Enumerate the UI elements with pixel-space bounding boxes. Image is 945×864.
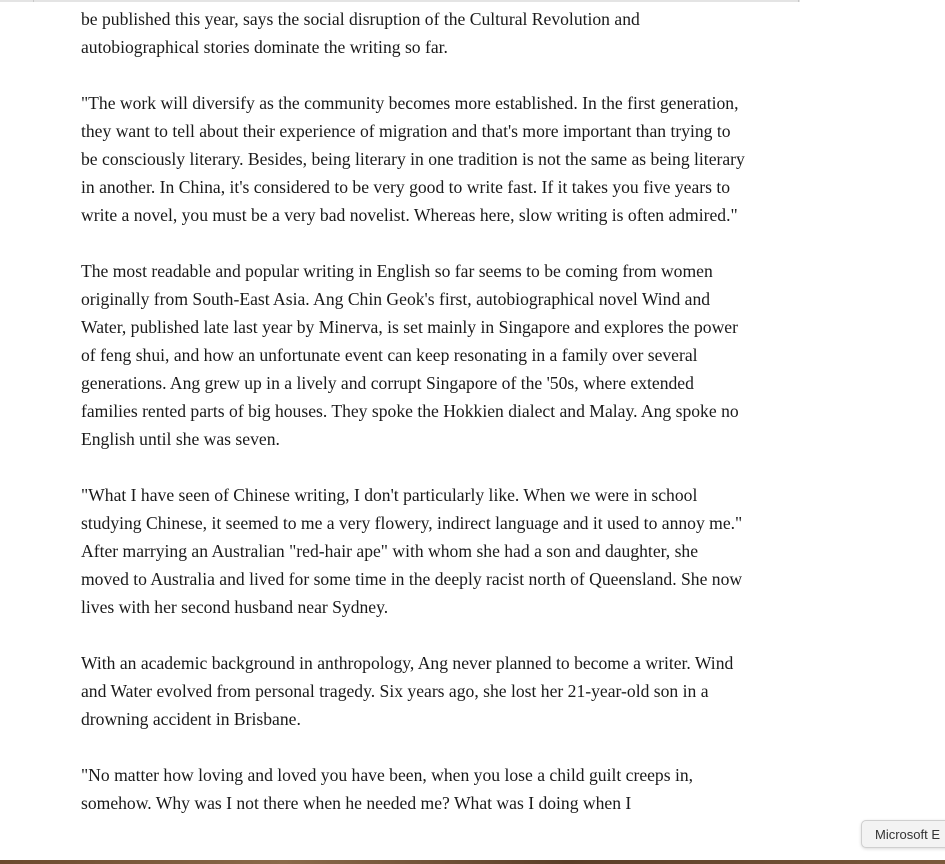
dock-edge bbox=[0, 860, 945, 864]
dock-tooltip: Microsoft E bbox=[861, 820, 945, 848]
article-paragraph: With an academic background in anthropology, Ang never planned to become a writer. Wind and Water evolved from personal tragedy. Six years ago, she lost her 21-year-old son in a drowning accident in Brisbane. bbox=[81, 653, 734, 729]
article-paragraph: "No matter how loving and loved you have been, when you lose a child guilt creeps in, somehow. Why was I not there when he needed me? What was I doing when I bbox=[81, 765, 694, 813]
top-divider bbox=[0, 0, 800, 2]
article-paragraph: "The work will diversify as the community becomes more established. In the first generation, they want to tell about their experience of migration and that's more important than trying to be consciously literary. Besides, being literary in one tradition is not the same as being literary in another. In China, it's considered to be very good to write fast. If it takes you five years to write a novel, you must be a very bad novelist. Whereas here, slow writing is often admired." bbox=[81, 93, 745, 225]
article-paragraph: "What I have seen of Chinese writing, I don't particularly like. When we were in school studying Chinese, it seemed to me a very flowery, indirect language and it used to annoy me." After marrying an Australian "red-hair ape" with whom she had a son and daughter, she moved to Australia and lived for some time in the deeply racist north of Queensland. She now lives with her second husband near Sydney. bbox=[81, 485, 743, 617]
top-divider-tick bbox=[798, 0, 799, 2]
top-divider-tick bbox=[33, 0, 34, 2]
article-paragraph: The most readable and popular writing in English so far seems to be coming from women originally from South-East Asia. Ang Chin Geok's first, autobiographical novel Wind and Water, published late last year by Minerva, is set mainly in Singapore and explores the power of feng shui, and how an unfortunate event can keep resonating in a family over several generations. Ang grew up in a lively and corrupt Singapore of the '50s, where extended families rented parts of big houses. They spoke the Hokkien dialect and Malay. Ang spoke no English until she was seven. bbox=[81, 261, 739, 449]
article-body bbox=[81, 5, 746, 845]
article-paragraph: be published this year, says the social disruption of the Cultural Revolution and autobiographical stories dominate the writing so far. bbox=[81, 9, 640, 57]
